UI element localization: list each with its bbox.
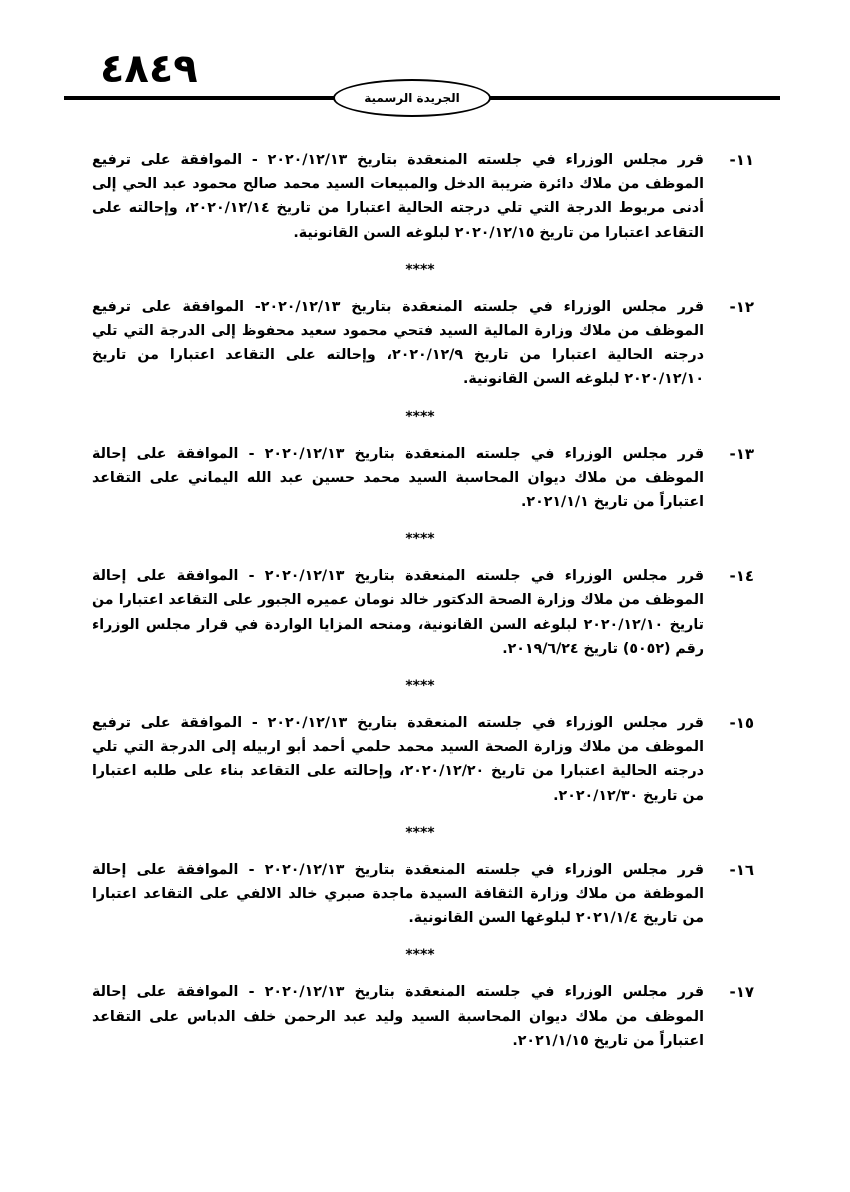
gazette-title: الجريدة الرسمية bbox=[364, 91, 460, 105]
separator-stars: **** bbox=[405, 531, 435, 548]
decision-item bbox=[92, 148, 754, 245]
separator-stars: **** bbox=[405, 678, 435, 695]
decision-number: ١٥- bbox=[729, 714, 754, 733]
decision-item bbox=[92, 858, 754, 931]
separator-stars: **** bbox=[405, 408, 435, 425]
decision-number: ١٢- bbox=[729, 297, 754, 316]
decision-text: قرر مجلس الوزراء في جلسته المنعقدة بتاريخ ٢٠٢٠/١٢/١٣ - الموافقة على إحالة الموظف من ملاك ديوان المحاسبة السيد محمد حسين عبد الله اليماني على التقاعد اعتباراً من تاريخ ٢٠٢١/١/١. bbox=[92, 445, 704, 511]
separator-stars: **** bbox=[405, 824, 435, 841]
decision-text: قرر مجلس الوزراء في جلسته المنعقدة بتاريخ ٢٠٢٠/١٢/١٣ - الموافقة على إحالة الموظف من ملاك وزارة الصحة الدكتور خالد نومان عميره الجبور على التقاعد اعتبارا من تاريخ ٢٠٢٠/١٢/١٠ لبلوغه السن القانونية، ومنحه المزايا الواردة في قرار مجلس الوزراء رقم (٥٠٥٢) تاريخ ٢٠١٩/٦/٢٤. bbox=[92, 568, 704, 657]
decision-number: ١٤- bbox=[729, 567, 754, 586]
decision-text: قرر مجلس الوزراء في جلسته المنعقدة بتاريخ ٢٠٢٠/١٢/١٣ - الموافقة على ترفيع الموظف من ملاك دائرة ضريبة الدخل والمبيعات السيد محمد صالح محمود عبد الحي إلى أدنى مربوط الدرجة التي تلي درجته الحالية اعتبارا من تاريخ ٢٠٢٠/١٢/١٤، وإحالته على التقاعد اعتبارا من تاريخ ٢٠٢٠/١٢/١٥ لبلوغه السن القانونية. bbox=[92, 152, 705, 241]
decision-text: قرر مجلس الوزراء في جلسته المنعقدة بتاريخ ٢٠٢٠/١٢/١٣ - الموافقة على إحالة الموظفة من ملاك وزارة الثقافة السيدة ماجدة صبري خالد الالفي على التقاعد اعتبارا من تاريخ ٢٠٢١/١/٤ لبلوغها السن القانونية. bbox=[92, 861, 704, 927]
decision-item bbox=[92, 295, 754, 392]
decision-item bbox=[92, 564, 754, 661]
decision-number: ١٦- bbox=[729, 860, 754, 879]
decision-number: ١٣- bbox=[729, 444, 754, 463]
decision-item bbox=[92, 711, 754, 808]
decisions-list bbox=[92, 148, 754, 1053]
gazette-title-badge bbox=[333, 79, 491, 117]
decision-item bbox=[92, 980, 754, 1053]
decision-item bbox=[92, 442, 754, 515]
decision-number: ١٧- bbox=[729, 983, 754, 1002]
page-number: ٤٨٤٩ bbox=[100, 46, 198, 92]
decision-text: قرر مجلس الوزراء في جلسته المنعقدة بتاريخ ٢٠٢٠/١٢/١٣ - الموافقة على إحالة الموظف من ملاك ديوان المحاسبة السيد وليد عبد الرحمن خلف الدباس على التقاعد اعتباراً من تاريخ ٢٠٢١/١/١٥. bbox=[92, 984, 704, 1049]
decision-text: قرر مجلس الوزراء في جلسته المنعقدة بتاريخ ٢٠٢٠/١٢/١٣- الموافقة على ترفيع الموظف من ملاك وزارة المالية السيد فتحي محمود سعيد محفوظ إلى الدرجة التي تلي درجته الحالية اعتبارا من تاريخ ٢٠٢٠/١٢/٩، وإحالته على التقاعد اعتبارا من تاريخ ٢٠٢٠/١٢/١٠ لبلوغه السن القانونية. bbox=[92, 298, 704, 388]
decision-text: قرر مجلس الوزراء في جلسته المنعقدة بتاريخ ٢٠٢٠/١٢/١٣ - الموافقة على ترفيع الموظف من ملاك وزارة الصحة السيد محمد حلمي أحمد أبو اربيله إلى الدرجة التي تلي درجته الحالية اعتبارا من تاريخ ٢٠٢٠/١٢/٢٠، وإحالته على التقاعد بناء على طلبه اعتبارا من تاريخ ٢٠٢٠/١٢/٣٠. bbox=[92, 715, 705, 804]
separator-stars: **** bbox=[405, 261, 435, 278]
separator-stars: **** bbox=[405, 947, 435, 964]
decision-number: ١١- bbox=[729, 151, 754, 169]
